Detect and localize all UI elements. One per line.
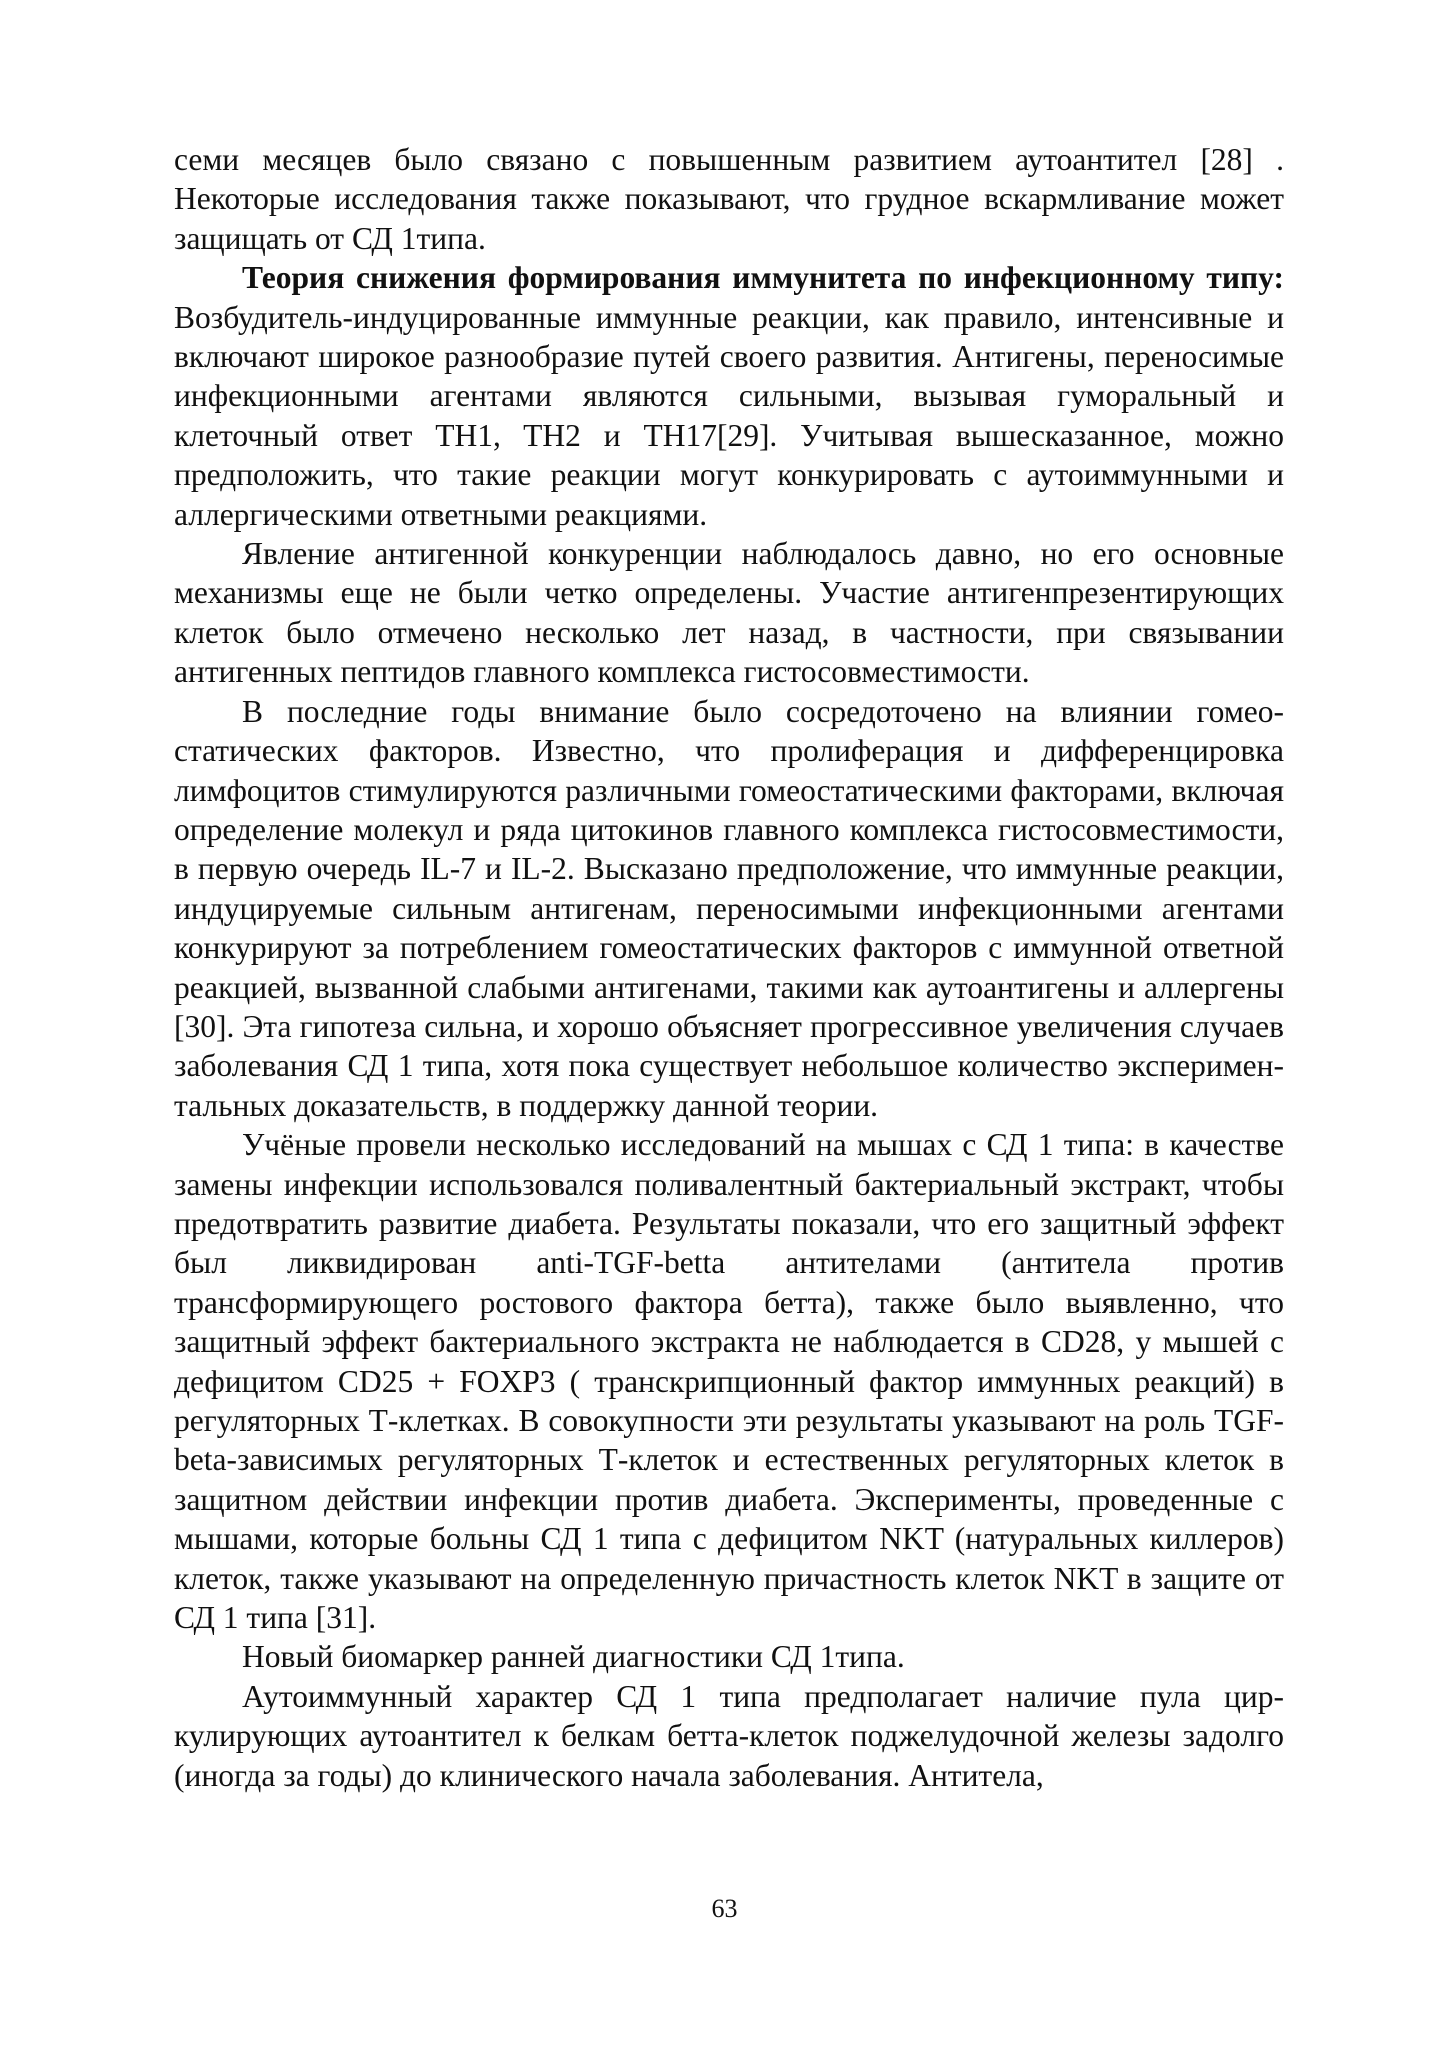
paragraph-4-text: В последние годы внимание было сосредоточено на влиянии гомеостатических факторов. Известно, что пролиферация и дифференцировка лимфоцитов стимулируются различными гомеостатическими факторами, включая определение молекул и ряда цитокинов главного комплекса гистосовместимости, в первую очередь IL-7 и IL-2. Высказано предположение, что иммунные реакции, индуцируемые сильным антигенам, переносимыми инфекционными агентами конкурируют за потреблением гомеостатических факторов с иммунной ответной реакцией, вызванной слабыми антигенами, такими как аутоантигены и аллергены [30]. Эта гипотеза сильна, и хорошо объясняет прогрессивное увеличения случаев заболевания СД 1 типа, хотя пока существует небольшое количество экспериментальных доказательств, в поддержку данной теории. bbox=[174, 693, 1284, 1123]
section-heading-infection-theory: Теория снижения формирования иммунитета по инфекционному типу: bbox=[242, 260, 1284, 296]
page-number: 63 bbox=[711, 1894, 738, 1923]
paragraph-5 bbox=[174, 1125, 1284, 1637]
paragraph-1 bbox=[174, 140, 1284, 258]
paragraph-7-text: Аутоиммунный характер СД 1 типа предполагает наличие пула циркулирующих аутоантител к белкам бетта-клеток поджелудочной железы задолго (иногда за годы) до клинического начала заболевания. Антитела, bbox=[174, 1678, 1284, 1793]
paragraph-1-text: семи месяцев было связано с повышенным развитием аутоантител [28] . Некоторые исследования также показывают, что грудное вскармливание может защищать от СД 1типа. bbox=[174, 142, 1284, 256]
paragraph-3-text: Явление антигенной конкуренции наблюдалось давно, но его основные механизмы еще не были четко определены. Участие антигенпрезентирующих клеток было отмечено несколько лет назад, в частности, при связывании антигенных пептидов главного комплекса гистосовместимости. bbox=[174, 536, 1284, 690]
page-body bbox=[174, 140, 1284, 1795]
paragraph-2 bbox=[174, 258, 1284, 534]
paragraph-5-text: Учёные провели несколько исследований на мышах с СД 1 типа: в качестве замены инфекции использовался поливалентный бактериальный экстракт, чтобы предотвратить развитие диабета. Результаты показали, что его защитный эффект был ликвидирован anti-TGF-betta антителами (антитела против трансформирующего ростового фактора бетта), также было выявленно, что защитный эффект бактериального экстракта не наблюдается в CD28, у мышей с дефицитом CD25 + FOXP3 ( транскрипционный фактор иммунных реакций) в регуляторных Т-клетках. В совокупности эти результаты указывают на роль TGF-beta-зависимых регуляторных Т-клеток и естественных регуляторных клеток в защитном действии инфекции против диабета. Эксперименты, проведенные с мышами, которые больны СД 1 типа с дефицитом NKT (натуральных киллеров) клеток, также указывают на определенную причастность клеток NKT в защите от СД 1 типа [31]. bbox=[174, 1127, 1284, 1636]
paragraph-2-text: Возбудитель-индуцированные иммунные реакции, как правило, интенсивные и включают широкое разнообразие путей своего развития. Антигены, переносимые инфекционными агентами являются сильными, вызывая гуморальный и клеточный ответ TH1, TH2 и TH17[29]. Учитывая вышесказанное, можно предположить, что такие реакции могут конкурировать с аутоиммунными и аллергическими ответными реакциями. bbox=[174, 299, 1284, 532]
paragraph-7 bbox=[174, 1677, 1284, 1795]
paragraph-6 bbox=[174, 1637, 1284, 1676]
paragraph-6-text: Новый биомаркер ранней диагностики СД 1типа. bbox=[242, 1639, 905, 1675]
paragraph-3 bbox=[174, 534, 1284, 692]
paragraph-4 bbox=[174, 692, 1284, 1125]
